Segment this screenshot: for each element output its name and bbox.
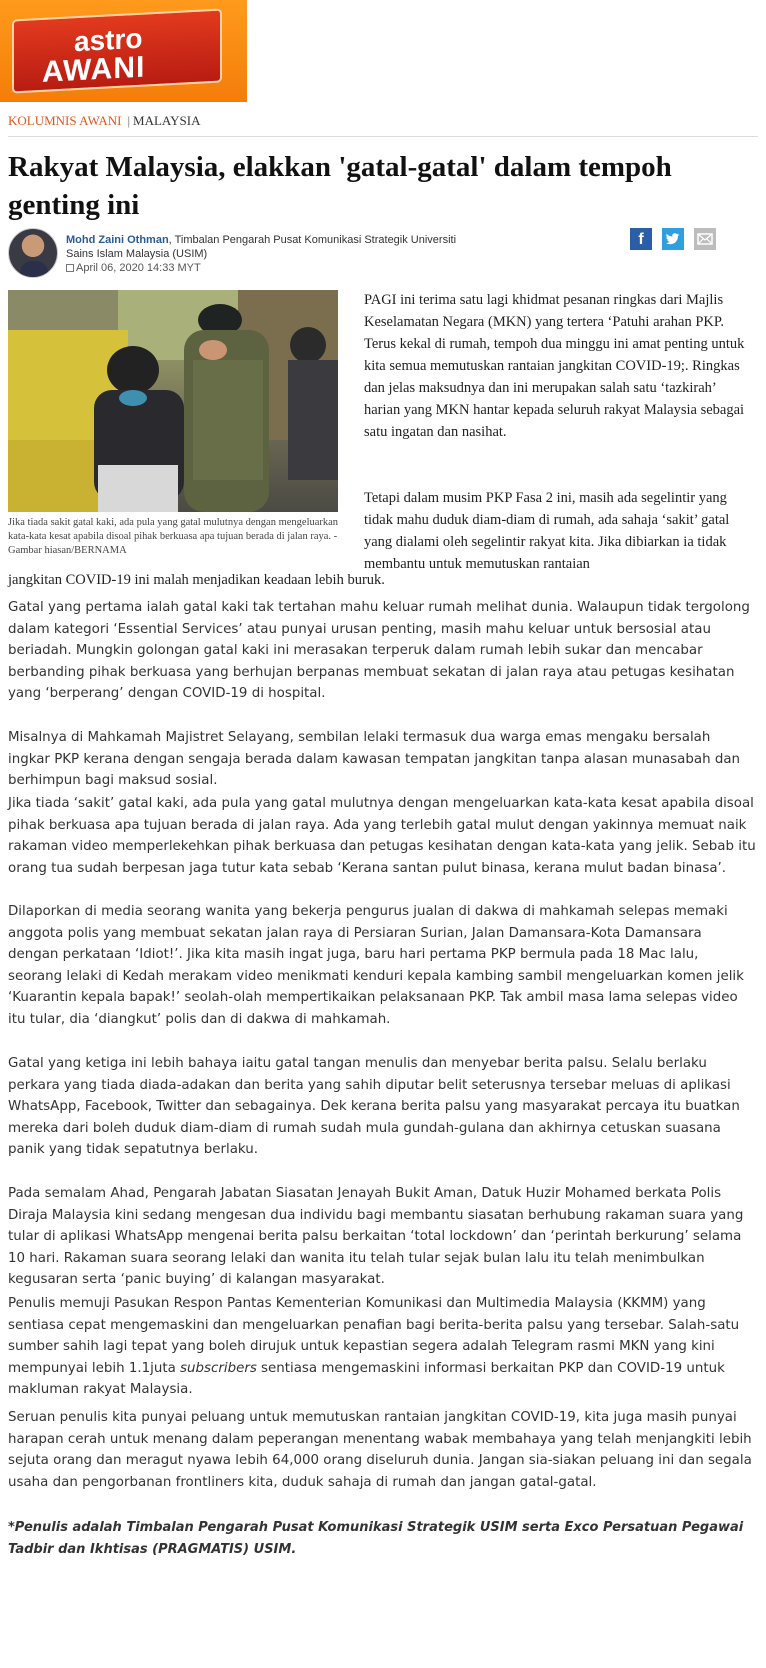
publish-date-text: April 06, 2020 14:33 MYT	[76, 262, 201, 274]
twitter-share-button[interactable]	[662, 228, 684, 250]
breadcrumb-section-link[interactable]: KOLUMNIS AWANI	[8, 113, 122, 128]
logo-badge	[12, 8, 222, 93]
breadcrumb-category-link[interactable]: MALAYSIA	[133, 113, 201, 128]
breadcrumb	[8, 113, 200, 129]
subscribers-emphasis: subscribers	[180, 1360, 257, 1376]
article-paragraph: Misalnya di Mahkamah Majistret Selayang, sembilan lelaki termasuk dua warga emas mengaku bersalah ingkar PKP kerana dengan sengaja berada dalam kawasan tempatan jangkitan tanpa alasan munasabah dan berhimpun bagi maksud sosial.	[8, 730, 741, 789]
article-title: Rakyat Malaysia, elakkan 'gatal-gatal' dalam tempoh genting ini	[8, 151, 672, 221]
publish-date	[66, 262, 201, 274]
checkpoint-scene-image	[8, 290, 338, 512]
article-paragraph: Dilaporkan di media seorang wanita yang bekerja pengurus jualan di dakwa di mahkamah selepas memaki anggota polis yang membuat sekatan jalan raya di Persiaran Surian, Jalan Damansara-Kota Damansara dengan perkataan ‘Idiot!’. Jika kita masih ingat juga, baru hari pertama PKP bermula pada 18 Mac lalu, seorang lelaki di Kedah merakam video menikmati kenduri kepala kambing sambil mengeluarkan komen jelik ‘Kuarantin kepala bapak!’ seolah-olah mempertikaikan pelaksanaan PKP. Tak ambil masa lama selepas video itu tular, dia ‘diangkut’ polis dan di dakwa di mahkamah.	[8, 904, 744, 1027]
logo-text-awani: AWANI	[42, 50, 146, 89]
twitter-icon	[662, 228, 684, 250]
article-paragraph: Gatal yang pertama ialah gatal kaki tak tertahan mahu keluar rumah melihat dunia. Walaupun tidak tergolong dalam kategori ‘Essential Services’ atau punyai urusan penting, masih mahu keluar untuk bersosial atau beriadah. Mungkin golongan gatal kaki ini merasakan terperuk dalam rumah lebih sukar dan mencabar berbanding pihak berkuasa yang berhujan berpanas membuat sekatan di jalan raya atau petugas kesihatan yang ‘berperang’ dengan COVID-19 di hospital.	[8, 600, 750, 702]
author-name-link[interactable]: Mohd Zaini Othman	[66, 234, 169, 246]
facebook-icon: f	[638, 231, 644, 248]
article-paragraph	[8, 1293, 756, 1401]
article-paragraph: Tetapi dalam musim PKP Fasa 2 ini, masih ada segelintir yang tidak mahu duduk diam-diam di rumah, ada sahaja ‘sakit’ gatal yang dialami oleh segelintir rakyat kita. Jika dibiarkan ia tidak membantu untuk memutuskan rantaian	[364, 490, 730, 572]
article-paragraph: Pada semalam Ahad, Pengarah Jabatan Siasatan Jenayah Bukit Aman, Datuk Huzir Mohamed berkata Polis Diraja Malaysia kini sedang mengesan dua individu bagi membantu siasatan berhubung rakaman suara yang tular di aplikasi WhatsApp mengenai berita palsu berkaitan ‘total lockdown’ dan ‘perintah berkurung’ selama 10 hari. Rakaman suara seorang lelaki dan wanita itu telah tular sejak bulan lalu itu telah menimbulkan kegusaran serta ‘panic buying’ di kalangan masyarakat.	[8, 1186, 744, 1288]
paragraph-text: sentiasa mengemaskini informasi berkaitan PKP dan COVID-19 untuk makluman rakyat Malaysia.	[8, 1360, 725, 1398]
article-paragraph: Gatal yang ketiga ini lebih bahaya iaitu gatal tangan menulis dan menyebar berita palsu. Selalu berlaku perkara yang tiada diada-adakan dan berita yang sahih diputar belit seterusnya tersebar meluas di aplikasi WhatsApp, Facebook, Twitter dan sebagainya. Dek kerana berita palsu yang masyarakat percaya itu buatkan mereka dari boleh duduk diam-diam di rumah sudah mula gundah-gulana dan akhirnya cetuskan suasana panik yang tidak sepatutnya berlaku.	[8, 1056, 740, 1158]
photo-caption: Jika tiada sakit gatal kaki, ada pula yang gatal mulutnya dengan mengeluarkan kata-kata kesat apabila disoal pihak berkuasa apa tujuan berada di jalan raya. - Gambar hiasan/BERNAMA	[8, 517, 339, 556]
header-divider	[8, 136, 758, 137]
mail-icon	[694, 228, 716, 250]
article-photo	[8, 290, 338, 512]
article-paragraph: Seruan penulis kita punyai peluang untuk memutuskan rantaian jangkitan COVID-19, kita juga masih punyai harapan cerah untuk menang dalam peperangan menentang wabak membahaya yang telah menjangkiti lebih sejuta orang dan meragut nyawa lebih 64,000 orang diseluruh dunia. Jangan sia-siakan peluang ini dan segala usaha dan pengorbanan frontliners kita, duduk sahaja di rumah dan jangan gatal-gatal.	[8, 1410, 752, 1490]
article-paragraph: jangkitan COVID-19 ini malah menjadikan keadaan lebih buruk.	[8, 572, 385, 588]
breadcrumb-separator: |	[127, 113, 131, 128]
facebook-share-button[interactable]	[630, 228, 652, 250]
article-paragraph: PAGI ini terima satu lagi khidmat pesanan ringkas dari Majlis Keselamatan Negara (MKN) yang tertera ‘Patuhi arahan PKP. Terus kekal di rumah, tempoh dua minggu ini amat penting untuk kita semua memutuskan rantaian jangkitan COVID-19;. Ringkas dan jelas maksudnya dan ini merupakan salah satu ‘tazkirah’ harian yang MKN hantar kepada seluruh rakyat Malaysia sebagai satu ingatan dan nasihat.	[364, 292, 745, 440]
author-avatar	[8, 228, 58, 278]
paragraph-text: Penulis memuji Pasukan Respon Pantas Kementerian Komunikasi dan Multimedia Malaysia (KKMM) yang sentiasa cepat mengemaskini dan mengeluarkan penafian bagi berita-berita palsu yang tersebar. Salah-satu sumber sahih lagi tepat yang boleh dirujuk untuk kepastian segera adalah Telegram rasmi MKN yang kini mempunyai lebih 1.1juta	[8, 1296, 740, 1376]
astro-awani-logo[interactable]	[0, 0, 247, 102]
article-paragraph: Jika tiada ‘sakit’ gatal kaki, ada pula yang gatal mulutnya dengan mengeluarkan kata-kata kesat apabila disoal pihak berkuasa apa tujuan berada di jalan raya. Ada yang terlebih gatal mulut dengan yakinnya memuat naik rakaman video memperlekehkan pihak berkuasa dan petugas kesihatan dengan kata-kata yang jelik. Sebab itu orang tua sudah berpesan jaga tutur kata sebab ‘Kerana santan pulut binasa, kerana mulut badan binasa’.	[8, 796, 756, 876]
email-share-button[interactable]	[694, 228, 716, 250]
calendar-icon	[66, 264, 74, 272]
author-role: , Timbalan Pengarah Pusat Komunikasi Strategik Universiti Sains Islam Malaysia (USIM)	[66, 234, 457, 260]
logo-text-astro: astro	[74, 22, 143, 58]
author-info	[66, 233, 486, 275]
author-footnote: *Penulis adalah Timbalan Pengarah Pusat Komunikasi Strategik USIM serta Exco Persatuan Pegawai Tadbir dan Ikhtisas (PRAGMATIS) USIM.	[8, 1520, 744, 1557]
